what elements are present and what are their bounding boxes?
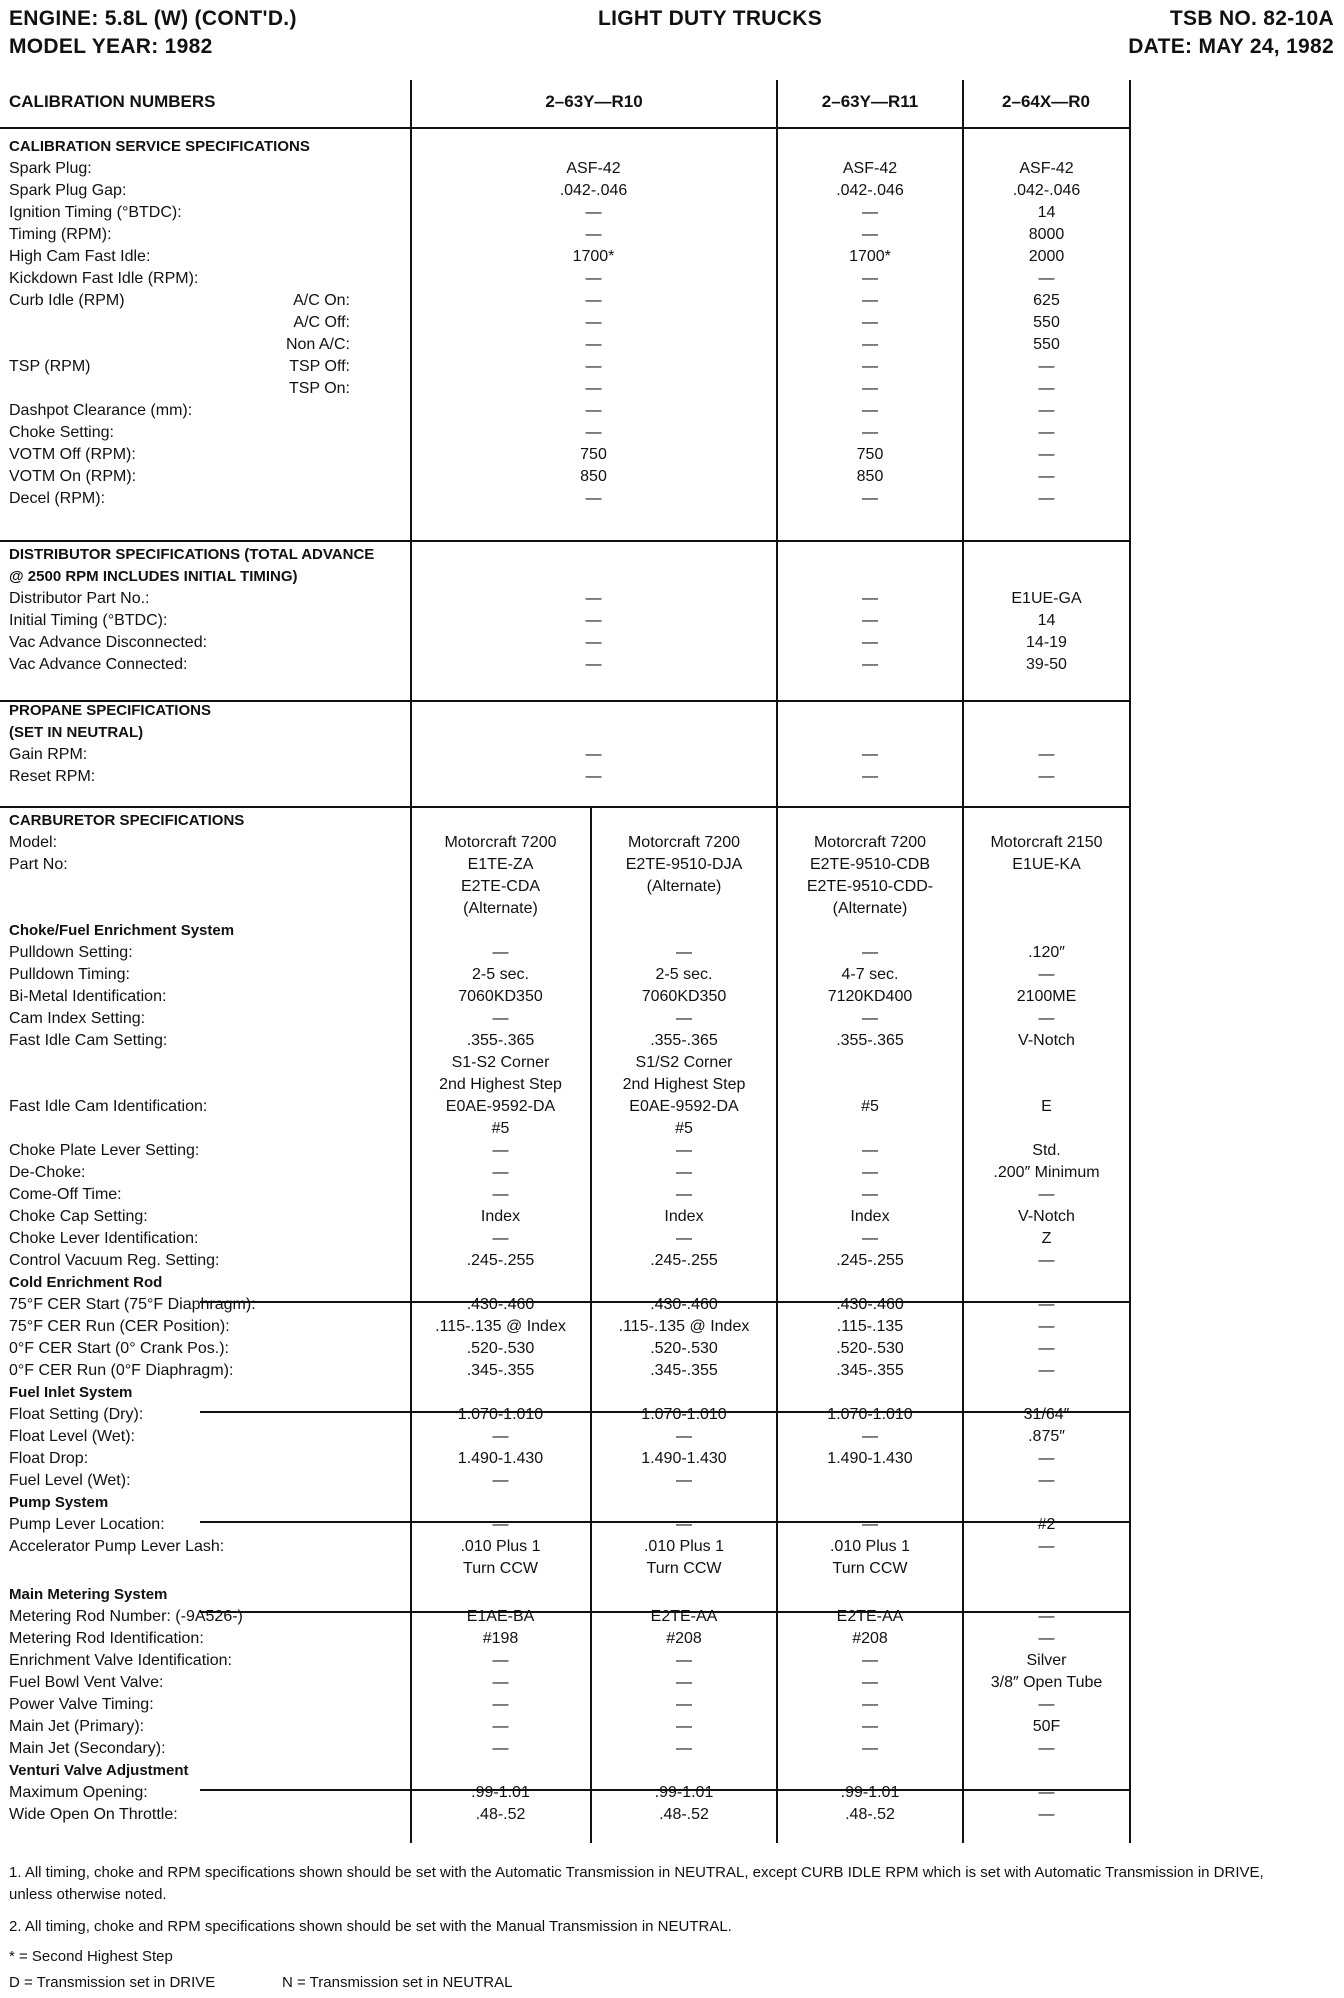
row-label: Come-Off Time: [9, 1186, 122, 1203]
cell-a: — [492, 1674, 509, 1691]
cell-b: — [676, 1472, 692, 1489]
cell-a: .042-.046 [559, 182, 628, 199]
cell-b: — [676, 1164, 692, 1181]
cell-a: E0AE-9592-DA [445, 1098, 556, 1115]
cell-a: — [492, 1472, 509, 1489]
cell-a: .520-.530 [466, 1340, 535, 1357]
row-label: Kickdown Fast Idle (RPM): [9, 270, 199, 287]
cell-d: V-Notch [1018, 1208, 1075, 1225]
cell-d: — [1038, 358, 1055, 375]
cell-d: 3/8″ Open Tube [990, 1674, 1103, 1691]
cell-d: — [1038, 1740, 1055, 1757]
row-sub-label: Non A/C: [285, 336, 350, 353]
cell-b: — [676, 1142, 692, 1159]
cell-d: .042-.046 [1012, 182, 1081, 199]
cell-d: — [1038, 1186, 1055, 1203]
cell-a: — [585, 746, 602, 763]
cell-c: — [862, 1740, 878, 1757]
cell-c: .245-.255 [836, 1252, 904, 1269]
cell-d: — [1038, 1696, 1055, 1713]
row-label: High Cam Fast Idle: [9, 248, 151, 265]
cell-d: — [1038, 1340, 1055, 1357]
cell-c: — [862, 1164, 878, 1181]
cell-c: — [862, 1142, 878, 1159]
row-label: Metering Rod Number: (-9A526-) [9, 1608, 243, 1625]
cell-a: — [492, 1696, 509, 1713]
cell-a: 750 [580, 446, 607, 463]
cell-b: 2nd Highest Step [622, 1076, 746, 1093]
cell-d: 14-19 [1026, 634, 1067, 651]
cell-c: Turn CCW [832, 1560, 908, 1577]
cell-a: 850 [580, 468, 607, 485]
cell-c: — [862, 1652, 878, 1669]
cell-a: — [585, 292, 602, 309]
row-label: 75°F CER Start (75°F Diaphragm): [9, 1296, 256, 1313]
cell-a: — [492, 1516, 509, 1533]
row-label: VOTM On (RPM): [9, 468, 137, 485]
cell-a: .430-.460 [466, 1296, 535, 1313]
cell-b: Turn CCW [646, 1560, 722, 1577]
section-heading: CARBURETOR SPECIFICATIONS [9, 812, 245, 829]
row-label: Initial Timing (°BTDC): [9, 612, 168, 629]
row-label: Cam Index Setting: [9, 1010, 146, 1027]
cell-c: — [862, 490, 878, 507]
cell-a: .245-.255 [466, 1252, 535, 1269]
cell-b: E2TE-9510-DJA [625, 856, 743, 873]
cell-a: 1.070-1.010 [457, 1406, 544, 1423]
cell-d: — [1038, 768, 1055, 785]
cell-c: — [862, 1428, 878, 1445]
section-heading: Choke/Fuel Enrichment System [9, 922, 235, 939]
row-label: Pulldown Timing: [9, 966, 130, 983]
cell-b: — [676, 1516, 692, 1533]
cell-d: E [1041, 1098, 1052, 1115]
cell-d: — [1038, 1784, 1055, 1801]
cell-a: — [492, 1740, 509, 1757]
cell-c: — [862, 1230, 878, 1247]
row-label: Model: [9, 834, 58, 851]
cell-b: — [676, 1718, 692, 1735]
row-label: TSP (RPM) [9, 358, 91, 375]
cell-b: #208 [666, 1630, 702, 1647]
cell-a: — [492, 1142, 509, 1159]
cell-c: — [862, 1674, 878, 1691]
cell-a: — [585, 490, 602, 507]
cell-d: 2100ME [1016, 988, 1077, 1005]
row-label: Spark Plug: [9, 160, 92, 177]
cell-b: 2-5 sec. [655, 966, 713, 983]
cell-c: — [862, 292, 878, 309]
cell-c: — [862, 1696, 878, 1713]
cell-d: — [1038, 446, 1055, 463]
row-label: Choke Lever Identification: [9, 1230, 199, 1247]
cell-b: (Alternate) [646, 878, 722, 895]
cell-d: 550 [1033, 336, 1060, 353]
cell-a: — [492, 1186, 509, 1203]
cell-c: — [862, 1516, 878, 1533]
row-label: Choke Setting: [9, 424, 114, 441]
row-label: Main Jet (Secondary): [9, 1740, 166, 1757]
section-heading: Main Metering System [9, 1586, 168, 1603]
cell-c: — [862, 768, 878, 785]
row-sub-label: TSP Off: [289, 358, 350, 375]
cell-a: — [585, 314, 602, 331]
row-label: Control Vacuum Reg. Setting: [9, 1252, 220, 1269]
cell-a: Turn CCW [463, 1560, 538, 1577]
cell-a: — [585, 634, 602, 651]
row-label: Fuel Bowl Vent Valve: [9, 1674, 164, 1691]
cell-d: — [1038, 1806, 1055, 1823]
section-heading: PROPANE SPECIFICATIONS [9, 702, 211, 719]
cell-c: — [862, 944, 878, 961]
row-label: 0°F CER Start (0° Crank Pos.): [9, 1340, 229, 1357]
cell-d: 8000 [1028, 226, 1065, 243]
col-line-5 [1129, 80, 1131, 1843]
cell-a: — [585, 612, 602, 629]
cell-b: — [676, 1428, 692, 1445]
cell-a: Motorcraft 7200 [444, 834, 557, 851]
cell-c: 750 [856, 446, 884, 463]
cell-d: 2000 [1028, 248, 1065, 265]
cell-c: — [862, 424, 878, 441]
cell-d: .120″ [1028, 944, 1065, 961]
row-label: Spark Plug Gap: [9, 182, 127, 199]
cell-c: — [862, 204, 878, 221]
cell-d: Silver [1026, 1652, 1067, 1669]
cell-d: 14 [1037, 612, 1056, 629]
cell-d: #2 [1037, 1516, 1056, 1533]
cell-d: 625 [1033, 292, 1060, 309]
cell-c: — [862, 1718, 878, 1735]
footnote-drive: D = Transmission set in DRIVE [9, 1974, 216, 1991]
cell-d: 39-50 [1026, 656, 1067, 673]
cell-d: 550 [1033, 314, 1060, 331]
cell-c: — [862, 314, 878, 331]
cell-c: .48-.52 [845, 1806, 895, 1823]
cell-d: — [1038, 402, 1055, 419]
cell-b: Index [664, 1208, 704, 1225]
cell-a: — [585, 226, 602, 243]
cell-b: — [676, 1740, 692, 1757]
cell-b: .355-.365 [650, 1032, 718, 1049]
cell-b: 7060KD350 [641, 988, 727, 1005]
cell-a: — [492, 1230, 509, 1247]
row-label: Choke Cap Setting: [9, 1208, 148, 1225]
cell-b: — [676, 1696, 692, 1713]
cell-d: E1UE-GA [1011, 590, 1082, 607]
cell-a: — [492, 1652, 509, 1669]
tsb-date: DATE: MAY 24, 1982 [1128, 35, 1334, 58]
cell-d: 14 [1037, 204, 1056, 221]
section-heading: Venturi Valve Adjustment [9, 1762, 189, 1779]
cell-c: — [862, 1010, 878, 1027]
cell-d: — [1038, 490, 1055, 507]
cell-a: ASF-42 [566, 160, 621, 177]
rule-propane [0, 806, 1130, 808]
cell-b: E2TE-AA [650, 1608, 718, 1625]
cell-d: — [1038, 380, 1055, 397]
cell-c: .520-.530 [836, 1340, 904, 1357]
row-label: Accelerator Pump Lever Lash: [9, 1538, 225, 1555]
cell-d: ASF-42 [1019, 160, 1074, 177]
row-label: Vac Advance Connected: [9, 656, 188, 673]
cell-b: Motorcraft 7200 [627, 834, 741, 851]
row-label: Dashpot Clearance (mm): [9, 402, 193, 419]
cell-b: #5 [675, 1120, 693, 1137]
cell-a: 1700* [572, 248, 615, 265]
cell-d: — [1038, 1450, 1055, 1467]
cell-a: #5 [491, 1120, 510, 1137]
row-label: Fast Idle Cam Identification: [9, 1098, 208, 1115]
cell-b: S1/S2 Corner [635, 1054, 733, 1071]
section-heading: Cold Enrichment Rod [9, 1274, 163, 1291]
cell-b: — [676, 1186, 692, 1203]
cell-a: #198 [482, 1630, 519, 1647]
cell-b: E0AE-9592-DA [629, 1098, 739, 1115]
cell-b: .520-.530 [650, 1340, 718, 1357]
cell-c: 7120KD400 [827, 988, 913, 1005]
cell-c: — [862, 590, 878, 607]
cell-a: — [585, 768, 602, 785]
row-label: Fast Idle Cam Setting: [9, 1032, 168, 1049]
cell-d: — [1038, 746, 1055, 763]
cell-a: .355-.365 [466, 1032, 535, 1049]
cell-a: — [585, 270, 602, 287]
cell-a: S1-S2 Corner [451, 1054, 550, 1071]
cell-c: — [862, 656, 878, 673]
row-label: De-Choke: [9, 1164, 86, 1181]
cell-c: — [862, 380, 878, 397]
cell-a: Index [480, 1208, 521, 1225]
section-heading: (SET IN NEUTRAL) [9, 724, 144, 741]
cell-c: 1700* [849, 248, 891, 265]
section-heading: Fuel Inlet System [9, 1384, 133, 1401]
cell-c: E2TE-AA [836, 1608, 904, 1625]
cell-b: .48-.52 [659, 1806, 709, 1823]
cell-a: — [492, 1164, 509, 1181]
cell-a: — [585, 656, 602, 673]
cell-c: — [862, 358, 878, 375]
cell-a: 2nd Highest Step [439, 1076, 562, 1093]
cell-c: E2TE-9510-CDB [809, 856, 931, 873]
cell-b: .245-.255 [650, 1252, 718, 1269]
row-label: Float Drop: [9, 1450, 89, 1467]
cell-a: — [492, 1010, 509, 1027]
cell-d: Motorcraft 2150 [990, 834, 1103, 851]
cell-d: 31/64″ [1023, 1406, 1070, 1423]
cell-c: Index [850, 1208, 890, 1225]
cell-d: — [1038, 1538, 1055, 1555]
row-label: Gain RPM: [9, 746, 88, 763]
cell-d: — [1038, 1608, 1055, 1625]
cell-a: 2-5 sec. [472, 966, 529, 983]
cell-a: — [585, 424, 602, 441]
cell-a: — [492, 1428, 509, 1445]
cell-d: — [1038, 1010, 1055, 1027]
row-label: Vac Advance Disconnected: [9, 634, 208, 651]
cell-b: — [676, 1652, 692, 1669]
cell-a: E2TE-CDA [460, 878, 541, 895]
cell-d: — [1038, 1296, 1055, 1313]
cell-c: 1.070-1.010 [827, 1406, 913, 1423]
cell-c: 4-7 sec. [841, 966, 899, 983]
cell-d: .875″ [1028, 1428, 1065, 1445]
row-label: Enrichment Valve Identification: [9, 1652, 232, 1669]
cell-a: — [585, 380, 602, 397]
row-label: Part No: [9, 856, 68, 873]
column-header-r0: 2–64X—R0 [1002, 92, 1090, 111]
row-label: Distributor Part No.: [9, 590, 150, 607]
footnote-1: 1. All timing, choke and RPM specifications shown should be set with the Automatic Transmission in NEUTRAL, except CURB IDLE RPM which is set with Automatic Transmission in DRIVE, unless otherwise noted. [9, 1864, 1264, 1903]
column-header-r10: 2–63Y—R10 [545, 92, 643, 111]
cell-d: Z [1041, 1230, 1052, 1247]
row-label: 0°F CER Run (0°F Diaphragm): [9, 1362, 234, 1379]
row-sub-label: TSP On: [288, 380, 350, 397]
cell-b: — [676, 1230, 692, 1247]
cell-a: — [585, 590, 602, 607]
cell-c: .115-.135 [836, 1318, 904, 1335]
cell-c: — [862, 1186, 878, 1203]
cell-c: #208 [852, 1630, 888, 1647]
cell-c: .430-.460 [836, 1296, 904, 1313]
section-heading: Pump System [9, 1494, 109, 1511]
row-label: Reset RPM: [9, 768, 96, 785]
cell-a: E1AE-BA [466, 1608, 535, 1625]
cell-d: .200″ Minimum [993, 1164, 1100, 1181]
row-label: Pump Lever Location: [9, 1516, 165, 1533]
cell-c: E2TE-9510-CDD- [806, 878, 934, 895]
cell-d: — [1038, 468, 1055, 485]
cell-c: — [862, 226, 878, 243]
row-label: Metering Rod Identification: [9, 1630, 204, 1647]
cell-a: — [585, 336, 602, 353]
cell-d: — [1038, 1318, 1055, 1335]
cell-d: — [1038, 1472, 1055, 1489]
cell-b: .99-1.01 [654, 1784, 714, 1801]
cell-a: .115-.135 @ Index [435, 1318, 566, 1335]
page-title: LIGHT DUTY TRUCKS [597, 7, 823, 30]
cell-c: .99-1.01 [840, 1784, 900, 1801]
cell-b: .430-.460 [650, 1296, 718, 1313]
cell-c: (Alternate) [832, 900, 908, 917]
cell-d: — [1038, 1630, 1055, 1647]
cell-d: — [1038, 270, 1055, 287]
cell-d: E1UE-KA [1012, 856, 1081, 873]
cell-c: 1.490-1.430 [827, 1450, 913, 1467]
section-heading: CALIBRATION SERVICE SPECIFICATIONS [9, 138, 310, 155]
engine-heading: ENGINE: 5.8L (W) (CONT'D.) [9, 7, 297, 30]
cell-a: — [492, 1718, 509, 1735]
footnote-neutral: N = Transmission set in NEUTRAL [282, 1974, 513, 1991]
tsb-number: TSB NO. 82-10A [1169, 7, 1334, 30]
row-label: Fuel Level (Wet): [9, 1472, 131, 1489]
row-sub-label: A/C Off: [293, 314, 350, 331]
cell-b: .115-.135 @ Index [618, 1318, 750, 1335]
footnote-asterisk: * = Second Highest Step [9, 1948, 173, 1965]
cell-c: — [862, 270, 878, 287]
cell-c: .042-.046 [836, 182, 904, 199]
cell-a: — [492, 944, 509, 961]
cell-a: E1TE-ZA [467, 856, 534, 873]
cell-a: .010 Plus 1 [460, 1538, 541, 1555]
row-label: Ignition Timing (°BTDC): [9, 204, 182, 221]
row-label: Decel (RPM): [9, 490, 106, 507]
row-label: Float Setting (Dry): [9, 1406, 144, 1423]
section-heading: @ 2500 RPM INCLUDES INITIAL TIMING) [9, 568, 298, 585]
cell-a: .99-1.01 [471, 1784, 530, 1801]
cell-a: .48-.52 [475, 1806, 526, 1823]
cell-d: — [1038, 1362, 1055, 1379]
cell-b: — [676, 1674, 692, 1691]
cell-a: .345-.355 [466, 1362, 535, 1379]
row-label: Maximum Opening: [9, 1784, 148, 1801]
row-label: Power Valve Timing: [9, 1696, 154, 1713]
cell-a: (Alternate) [463, 900, 538, 917]
row-label: Curb Idle (RPM) [9, 292, 125, 309]
cell-a: 7060KD350 [458, 988, 543, 1005]
row-label: VOTM Off (RPM): [9, 446, 136, 463]
cell-c: — [862, 746, 878, 763]
column-header-r11: 2–63Y—R11 [821, 92, 919, 111]
cell-b: .010 Plus 1 [643, 1538, 725, 1555]
model-year-heading: MODEL YEAR: 1982 [9, 35, 213, 58]
cell-d: — [1038, 424, 1055, 441]
cell-d: — [1038, 966, 1055, 983]
rule-calibration [0, 540, 1130, 542]
row-sub-label: A/C On: [293, 292, 350, 309]
row-label: Main Jet (Primary): [9, 1718, 145, 1735]
cell-d: — [1038, 1252, 1055, 1269]
cell-c: 850 [856, 468, 884, 485]
cell-d: 50F [1032, 1718, 1061, 1735]
row-label: Float Level (Wet): [9, 1428, 135, 1445]
cell-c: #5 [861, 1098, 879, 1115]
cell-a: 1.490-1.430 [457, 1450, 544, 1467]
cell-b: — [676, 1010, 692, 1027]
cell-b: 1.070-1.010 [641, 1406, 727, 1423]
cell-c: .355-.365 [836, 1032, 904, 1049]
cell-c: — [862, 612, 878, 629]
cell-c: — [862, 402, 878, 419]
cell-c: — [862, 634, 878, 651]
row-label: Timing (RPM): [9, 226, 112, 243]
row-label: Wide Open On Throttle: [9, 1806, 178, 1823]
cell-c: — [862, 336, 878, 353]
cell-b: — [676, 944, 692, 961]
cell-a: — [585, 358, 602, 375]
row-label: Choke Plate Lever Setting: [9, 1142, 200, 1159]
row-label: Pulldown Setting: [9, 944, 133, 961]
cell-d: V-Notch [1018, 1032, 1075, 1049]
section-heading: DISTRIBUTOR SPECIFICATIONS (TOTAL ADVANCE [9, 546, 375, 563]
footnote-2: 2. All timing, choke and RPM specifications shown should be set with the Manual Transmission in NEUTRAL. [9, 1918, 732, 1935]
row-label: Bi-Metal Identification: [9, 988, 167, 1005]
cell-b: 1.490-1.430 [641, 1450, 727, 1467]
calibration-numbers-label: CALIBRATION NUMBERS [9, 92, 216, 111]
cell-c: ASF-42 [842, 160, 898, 177]
cell-b: .345-.355 [650, 1362, 718, 1379]
cell-d: Std. [1032, 1142, 1061, 1159]
cell-a: — [585, 204, 602, 221]
rule-header [0, 127, 1130, 129]
cell-c: Motorcraft 7200 [813, 834, 927, 851]
cell-c: .345-.355 [836, 1362, 904, 1379]
cell-a: — [585, 402, 602, 419]
row-label: 75°F CER Run (CER Position): [9, 1318, 230, 1335]
cell-c: .010 Plus 1 [829, 1538, 911, 1555]
